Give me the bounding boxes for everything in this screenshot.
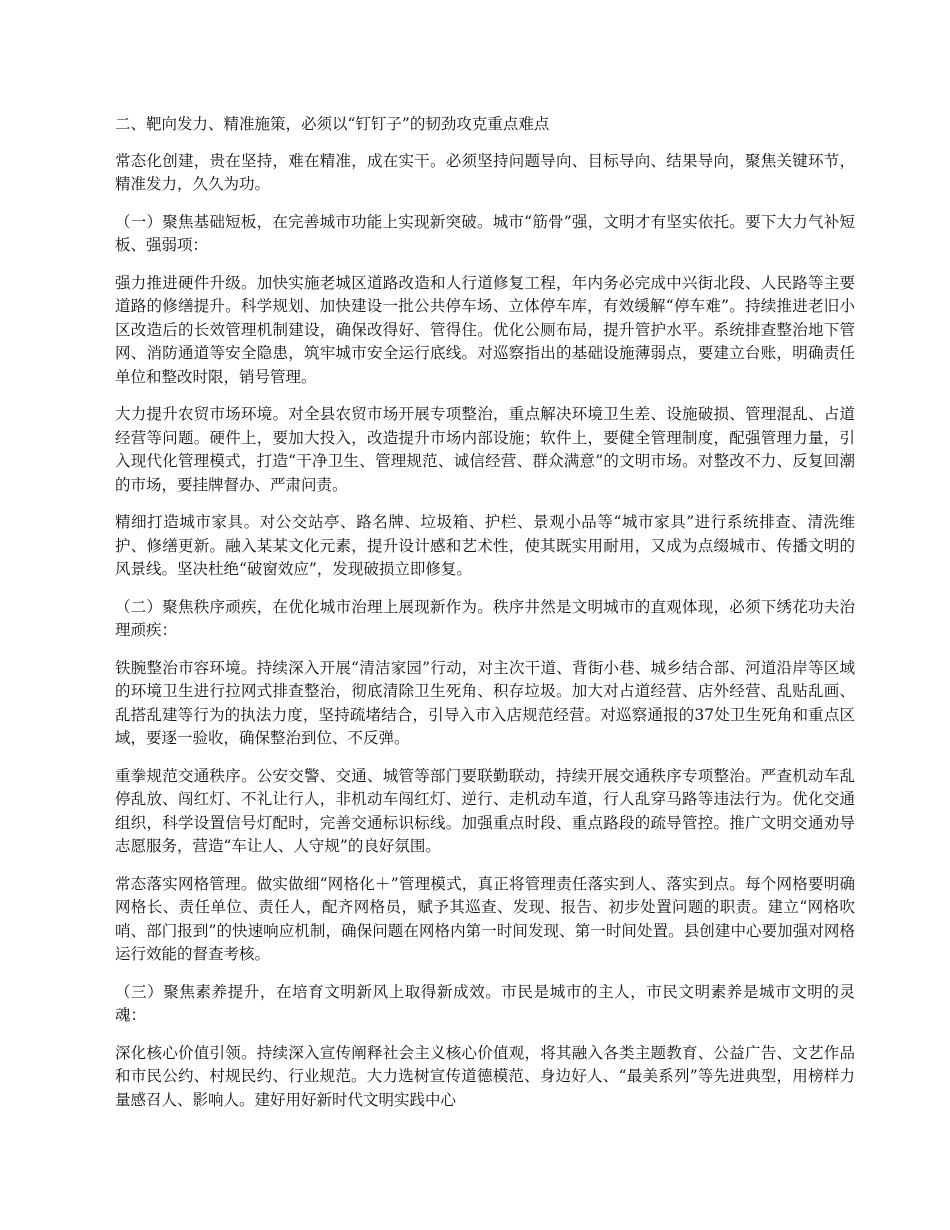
subsection-2-heading: （二）聚焦秩序顽疾，在优化城市治理上展现新作为。秩序井然是文明城市的直观体现，必须下绣花功夫治理顽疾：: [115, 597, 855, 639]
paragraph-hardware-upgrade: 强力推进硬件升级。加快实施老城区道路改造和人行道修复工程，年内务必完成中兴街北段、人民路等主要道路的修缮提升。科学规划、加快建设一批公共停车场、立体停车库，有效缓解“停车难”。持续推进老旧小区改造后的长效管理机制建设，确保改得好、管得住。优化公厕布局，提升管护水平。系统排查整治地下管网、消防通道等安全隐患，筑牢城市安全运行底线。对巡察指出的基础设施薄弱点，要建立台账，明确责任单位和整改时限，销号管理。: [115, 273, 855, 386]
intro-paragraph: 常态化创建，贵在坚持，难在精准，成在实干。必须坚持问题导向、目标导向、结果导向，聚焦关键环节，精准发力，久久为功。: [115, 151, 855, 193]
paragraph-city-furniture: 精细打造城市家具。对公交站亭、路名牌、垃圾箱、护栏、景观小品等“城市家具”进行系统排查、清洗维护、修缮更新。融入某某文化元素，提升设计感和艺术性，使其既实用耐用，又成为点缀城市、传播文明的风景线。坚决杜绝“破窗效应”，发现破损立即修复。: [115, 513, 855, 578]
paragraph-traffic-order: 重拳规范交通秩序。公安交警、交通、城管等部门要联勤联动，持续开展交通秩序专项整治。严查机动车乱停乱放、闯红灯、不礼让行人，非机动车闯红灯、逆行、走机动车道，行人乱穿马路等违法行为。优化交通组织，科学设置信号灯配时，完善交通标识标线。加强重点时段、重点路段的疏导管控。推广文明交通劝导志愿服务，营造“车让人、人守规”的良好氛围。: [115, 766, 855, 855]
document-page: [115, 113, 855, 1126]
section-heading: 二、靶向发力、精准施策，必须以“钉钉子”的韧劲攻克重点难点: [115, 115, 550, 133]
paragraph-core-values: 深化核心价值引领。持续深入宣传阐释社会主义核心价值观，将其融入各类主题教育、公益广告、文艺作品和市民公约、村规民约、行业规范。大力选树宣传道德模范、身边好人、“最美系列”等先进典型，用榜样力量感召人、影响人。建好用好新时代文明实践中心: [115, 1043, 855, 1109]
paragraph-grid-management: 常态落实网格管理。做实做细“网格化＋”管理模式，真正将管理责任落实到人、落实到点。每个网格要明确网格长、责任单位、责任人，配齐网格员，赋予其巡查、发现、报告、初步处置问题的职责。建立“网格吹哨、部门报到”的快速响应机制，确保问题在网格内第一时间发现、第一时间处置。县创建中心要加强对网格运行效能的督查考核。: [115, 874, 855, 963]
subsection-3-heading: （三）聚焦素养提升，在培育文明新风上取得新成效。市民是城市的主人，市民文明素养是城市文明的灵魂：: [115, 982, 855, 1024]
paragraph-city-appearance: 铁腕整治市容环境。持续深入开展“清洁家园”行动，对主次干道、背街小巷、城乡结合部、河道沿岸等区域的环境卫生进行拉网式排查整治，彻底清除卫生死角、积存垃圾。加大对占道经营、店外经营、乱贴乱画、乱搭乱建等行为的执法力度，坚持疏堵结合，引导入市入店规范经营。对巡察通报的37处卫生死角和重点区域，要逐一验收，确保整治到位、不反弹。: [115, 658, 855, 747]
paragraph-market-environment: 大力提升农贸市场环境。对全县农贸市场开展专项整治，重点解决环境卫生差、设施破损、管理混乱、占道经营等问题。硬件上，要加大投入，改造提升市场内部设施；软件上，要健全管理制度，配强管理力量，引入现代化管理模式，打造“干净卫生、管理规范、诚信经营、群众满意”的文明市场。对整改不力、反复回潮的市场，要挂牌督办、严肃问责。: [115, 405, 855, 494]
subsection-1-heading: （一）聚焦基础短板，在完善城市功能上实现新突破。城市“筋骨”强，文明才有坚实依托。要下大力气补短板、强弱项：: [115, 212, 855, 254]
